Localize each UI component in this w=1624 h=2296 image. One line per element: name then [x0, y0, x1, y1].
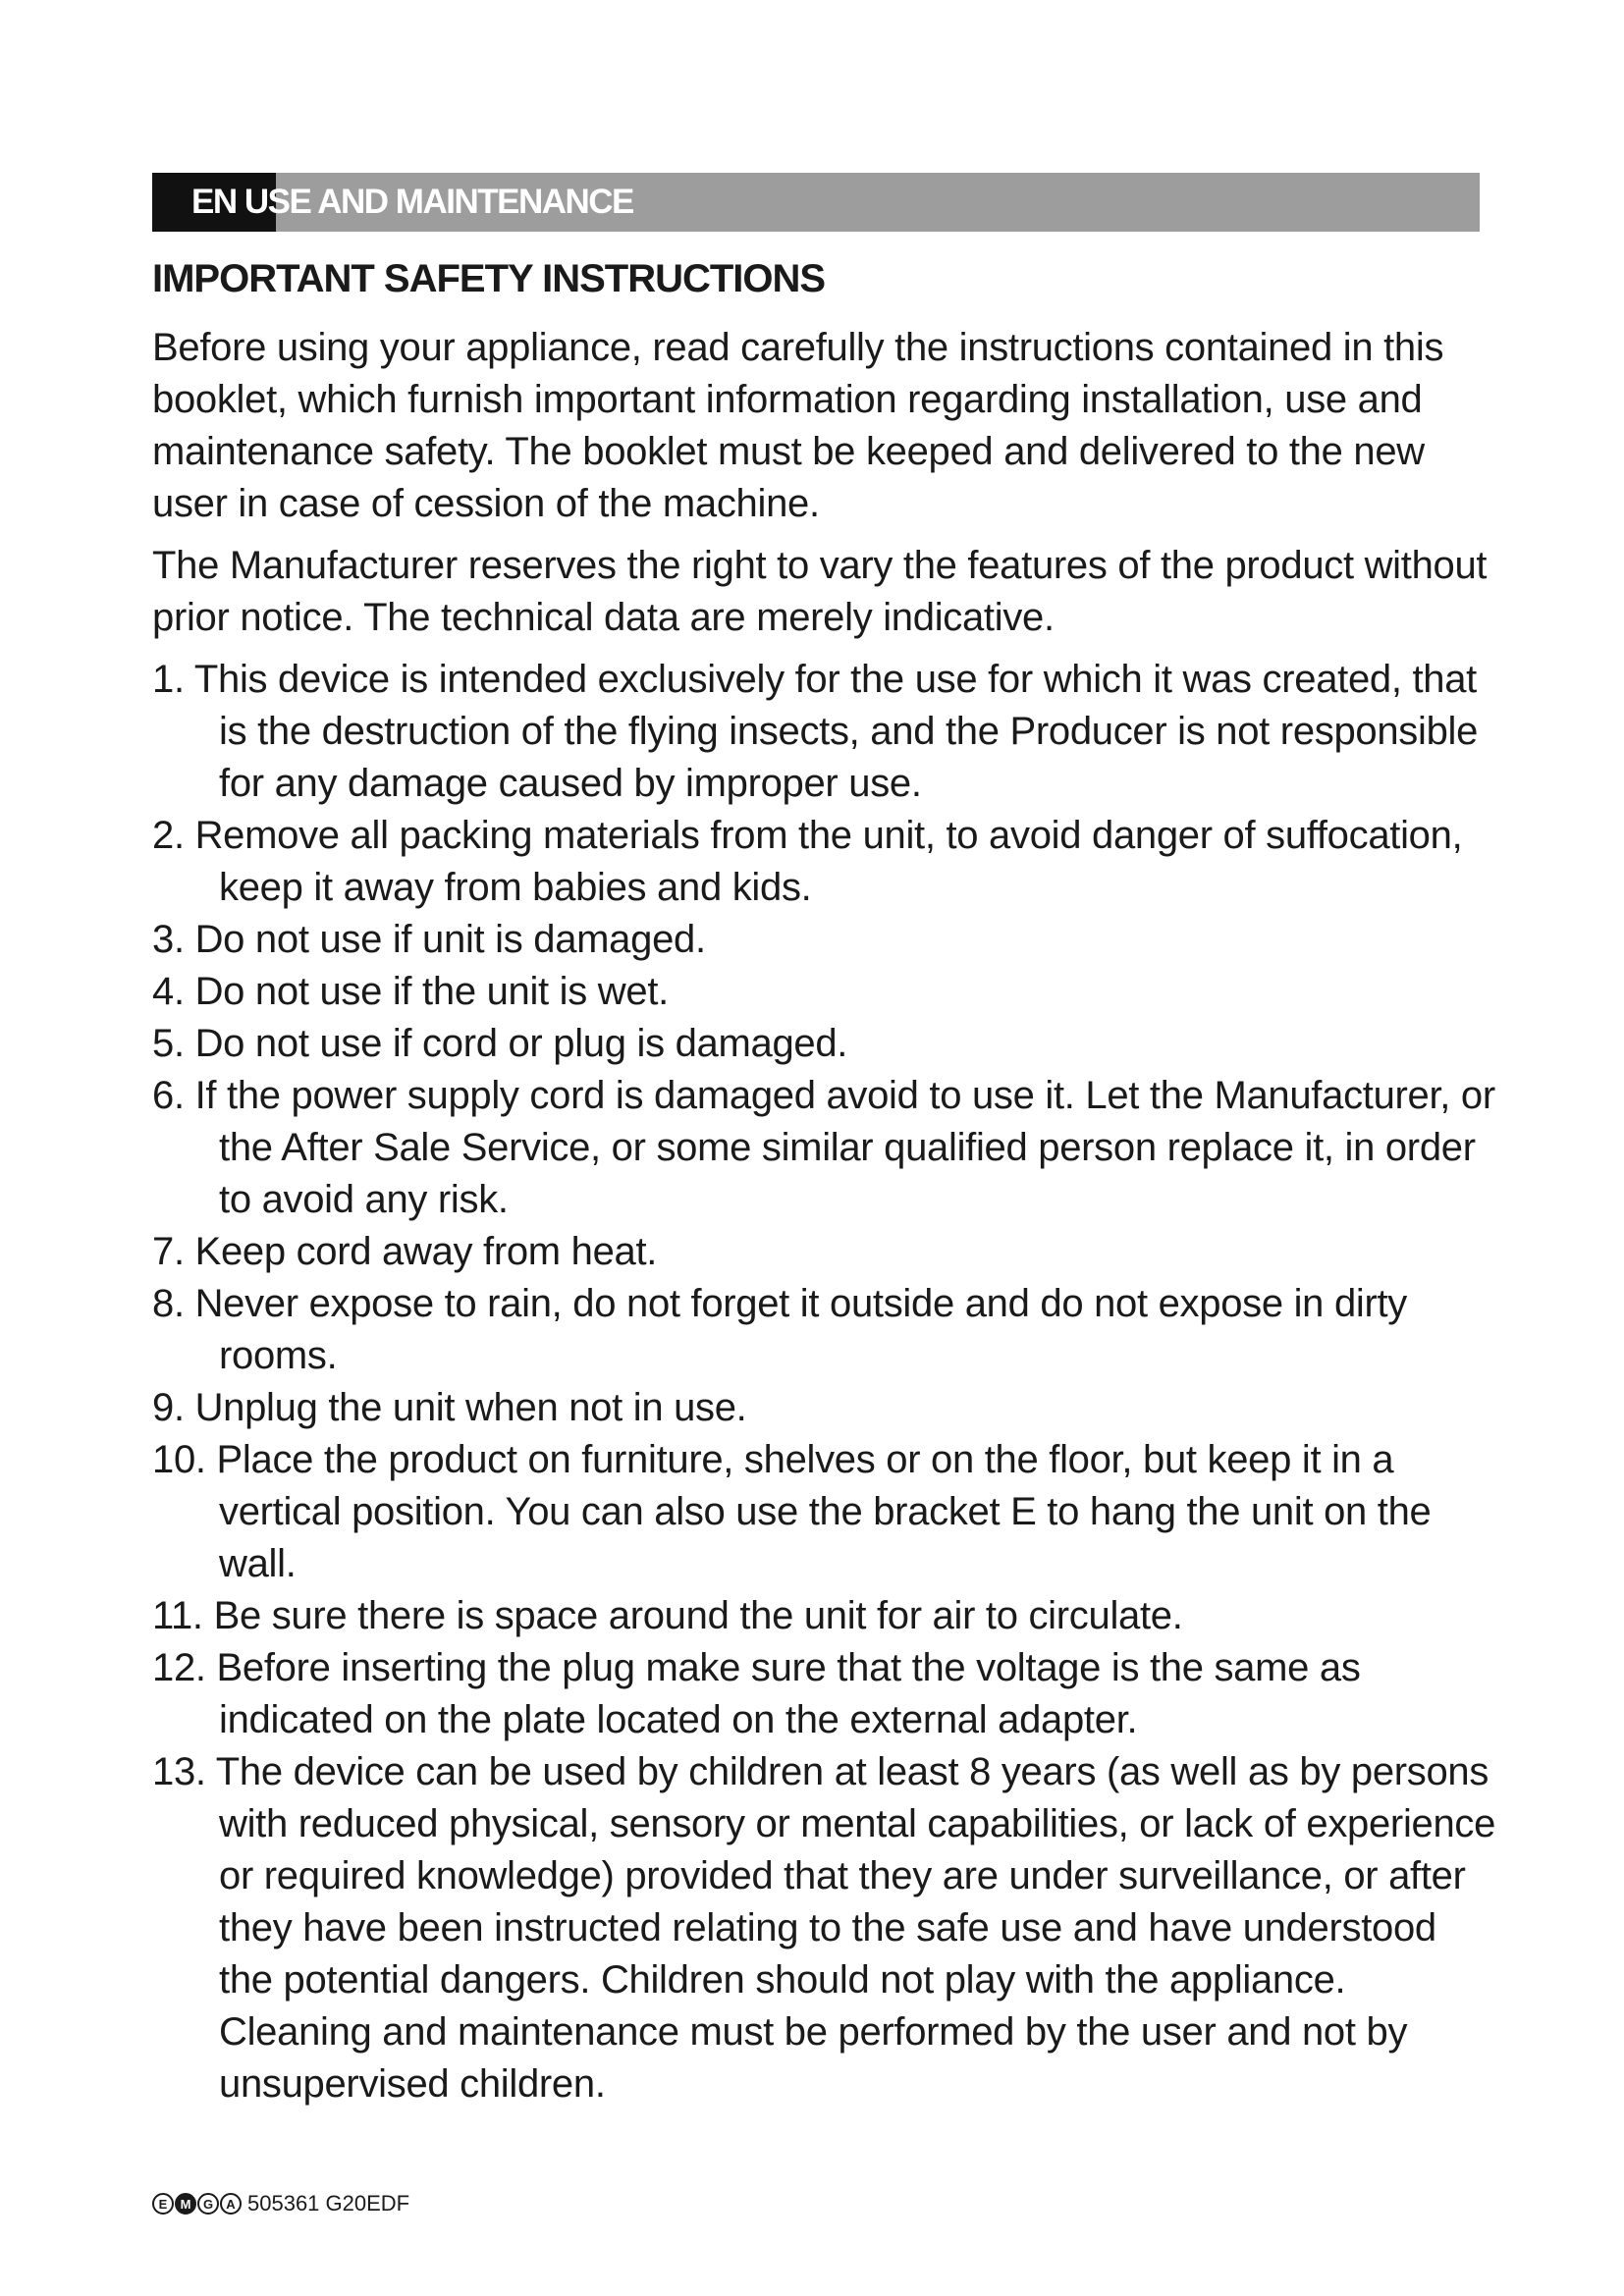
- item-number: 5.: [152, 1022, 195, 1065]
- document-body: [152, 322, 1497, 2110]
- item-text: Remove all packing materials from the unit, to avoid danger of suffocation, keep it away from babies and kids.: [194, 814, 1463, 909]
- logo-letter: M: [175, 2193, 196, 2215]
- logo-letter: A: [220, 2193, 242, 2215]
- list-item: [152, 1434, 1497, 1590]
- item-number: 1.: [152, 658, 194, 701]
- item-text: If the power supply cord is damaged avoid to use it. Let the Manufacturer, or the After Sale Service, or some similar qualified person replace it, in order to avoid any risk.: [194, 1074, 1495, 1221]
- list-item: [152, 810, 1497, 914]
- list-item: [152, 966, 1497, 1018]
- emga-logo: [152, 2193, 242, 2215]
- item-number: 9.: [152, 1386, 195, 1429]
- item-number: 3.: [152, 918, 195, 961]
- intro-paragraph: Before using your appliance, read carefully the instructions contained in this booklet, which furnish important information regarding installation, use and maintenance safety. The booklet must be keeped and delivered to the new user in case of cession of the machine.: [152, 326, 1444, 525]
- item-text: Do not use if unit is damaged.: [194, 918, 706, 961]
- safety-instructions-list: [152, 654, 1497, 2110]
- list-item: [152, 1018, 1497, 1070]
- item-text: Do not use if cord or plug is damaged.: [194, 1022, 848, 1065]
- list-item: [152, 914, 1497, 966]
- item-text: Before inserting the plug make sure that the voltage is the same as indicated on the plate located on the external adapter.: [216, 1646, 1361, 1741]
- page-title: IMPORTANT SAFETY INSTRUCTIONS: [152, 257, 826, 300]
- item-text: Be sure there is space around the unit for air to circulate.: [213, 1594, 1183, 1637]
- list-item: [152, 1278, 1497, 1382]
- page-footer: [152, 2191, 409, 2216]
- logo-letter: E: [152, 2193, 174, 2215]
- item-text: Keep cord away from heat.: [194, 1230, 658, 1273]
- logo-letter: G: [197, 2193, 219, 2215]
- list-item: [152, 654, 1497, 810]
- list-item: [152, 1070, 1497, 1226]
- item-text: This device is intended exclusively for the use for which it was created, that is the destruction of the flying insects, and the Producer is not responsible for any damage caused by improper use.: [193, 658, 1479, 805]
- item-text: Unplug the unit when not in use.: [194, 1386, 747, 1429]
- item-number: 10.: [152, 1438, 217, 1481]
- item-text: Place the product on furniture, shelves or on the floor, but keep it in a vertical position. You can also use the bracket E to hang the unit on the wall.: [216, 1438, 1432, 1585]
- item-number: 2.: [152, 814, 195, 857]
- item-text: Never expose to rain, do not forget it outside and do not expose in dirty rooms.: [194, 1282, 1408, 1377]
- section-header-bar: [152, 173, 1480, 232]
- item-number: 8.: [152, 1282, 195, 1325]
- item-text: Do not use if the unit is wet.: [194, 970, 669, 1013]
- product-code: 505361 G20EDF: [247, 2191, 410, 2216]
- item-text: The device can be used by children at least 8 years (as well as by persons with reduced physical, sensory or mental capabilities, or lack of experience or required knowledge) provided that they are under surveillance, or after they have been instructed relating to the safe use and have understood the potential dangers. Children should not play with the appliance. Cleaning and maintenance must be performed by the user and not by unsupervised children.: [215, 1750, 1496, 2106]
- list-item: [152, 1590, 1497, 1642]
- list-item: [152, 1642, 1497, 1746]
- item-number: 6.: [152, 1074, 195, 1117]
- list-item: [152, 1382, 1497, 1434]
- section-header-text: EN USE AND MAINTENANCE: [191, 183, 633, 221]
- item-number: 13.: [152, 1750, 216, 1793]
- intro-paragraph: The Manufacturer reserves the right to vary the features of the product without prior notice. The technical data are merely indicative.: [152, 544, 1488, 639]
- item-number: 11.: [152, 1594, 214, 1637]
- item-number: 7.: [152, 1230, 195, 1273]
- list-item: [152, 1746, 1497, 2110]
- item-number: 12.: [152, 1646, 217, 1689]
- list-item: [152, 1226, 1497, 1278]
- item-number: 4.: [152, 970, 195, 1013]
